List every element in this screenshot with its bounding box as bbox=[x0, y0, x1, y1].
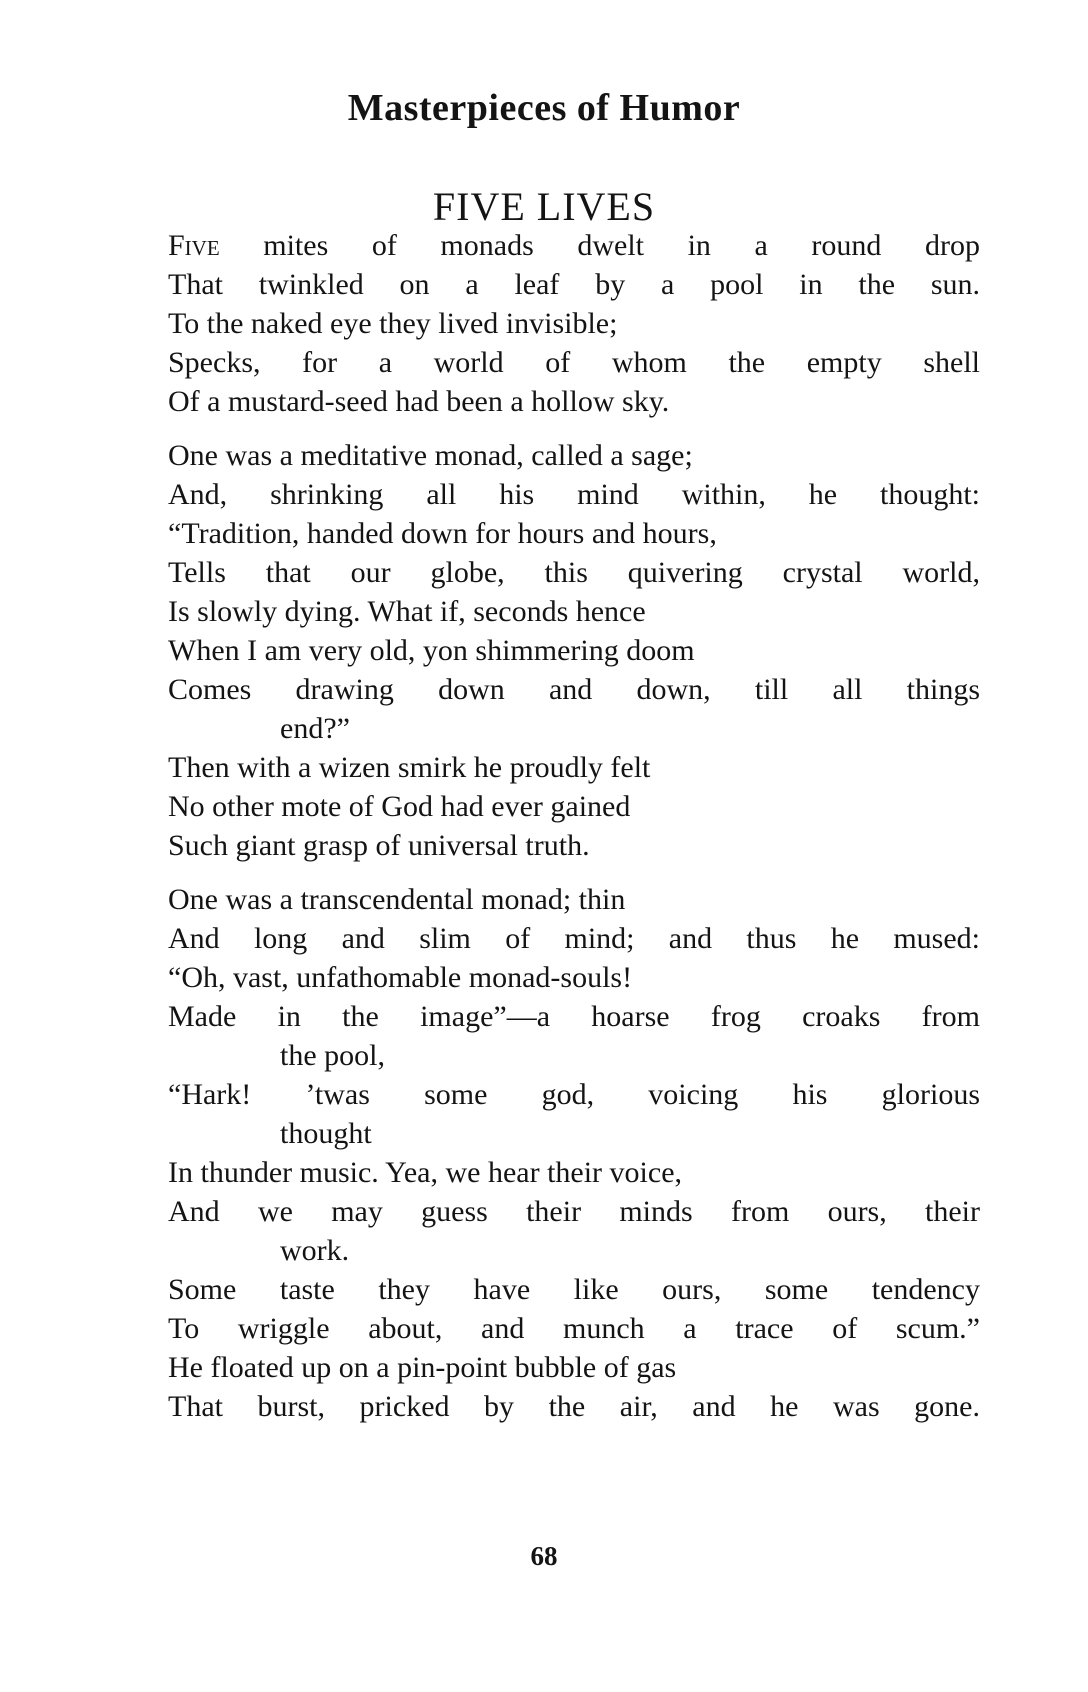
poem-line: When I am very old, yon shimmering doom bbox=[168, 634, 695, 667]
poem-line: To the naked eye they lived invisible; bbox=[168, 307, 618, 340]
running-head: Masterpieces of Humor bbox=[347, 87, 741, 129]
poem-line: Of a mustard-seed had been a hollow sky. bbox=[168, 385, 670, 418]
stanza-3 bbox=[168, 880, 980, 1426]
poem-line: One was a transcendental monad; thin bbox=[168, 883, 626, 916]
poem-line: “Hark! ’twas some god, voicing his glorious bbox=[168, 1078, 980, 1111]
poem-line: One was a meditative monad, called a sage; bbox=[168, 439, 693, 472]
poem-line: That twinkled on a leaf by a pool in the sun. bbox=[168, 268, 980, 301]
poem-line: Specks, for a world of whom the empty shell bbox=[168, 346, 980, 379]
stanza-2 bbox=[168, 436, 980, 865]
poem-line-turnover: work. bbox=[280, 1234, 350, 1267]
poem-body bbox=[168, 226, 980, 1441]
poem-title: FIVE LIVES bbox=[432, 184, 656, 229]
poem-line-turnover: end?” bbox=[280, 712, 350, 745]
poem-line: Then with a wizen smirk he proudly felt bbox=[168, 751, 651, 784]
drop-word: Five bbox=[168, 229, 220, 262]
stanza-1 bbox=[168, 226, 980, 421]
poem-line: Made in the image”—a hoarse frog croaks from bbox=[168, 1000, 980, 1033]
poem-line: Tells that our globe, this quivering crystal world, bbox=[168, 556, 980, 589]
poem-line: And long and slim of mind; and thus he mused: bbox=[168, 922, 980, 955]
poem-line: “Oh, vast, unfathomable monad-souls! bbox=[168, 961, 633, 994]
poem-line: No other mote of God had ever gained bbox=[168, 790, 631, 823]
poem-line-text: mites of monads dwelt in a round drop bbox=[219, 229, 980, 262]
poem-line: And, shrinking all his mind within, he thought: bbox=[168, 478, 980, 511]
poem-line-turnover: the pool, bbox=[280, 1039, 385, 1072]
poem-line: Is slowly dying. What if, seconds hence bbox=[168, 595, 646, 628]
poem-line: Some taste they have like ours, some tendency bbox=[168, 1273, 980, 1306]
poem-line: In thunder music. Yea, we hear their voice, bbox=[168, 1156, 683, 1189]
poem-line-turnover: thought bbox=[280, 1117, 372, 1150]
poem-line: Comes drawing down and down, till all things bbox=[168, 673, 980, 706]
poem-line: That burst, pricked by the air, and he was gone. bbox=[168, 1390, 980, 1423]
poem-line: “Tradition, handed down for hours and hours, bbox=[168, 517, 717, 550]
page-number: 68 bbox=[530, 1541, 558, 1571]
poem-line: To wriggle about, and munch a trace of scum.” bbox=[168, 1312, 980, 1345]
poem-line: He floated up on a pin-point bubble of gas bbox=[168, 1351, 677, 1384]
poem-line: Such giant grasp of universal truth. bbox=[168, 829, 590, 862]
poem-line: And we may guess their minds from ours, their bbox=[168, 1195, 980, 1228]
poem-line bbox=[168, 226, 980, 265]
